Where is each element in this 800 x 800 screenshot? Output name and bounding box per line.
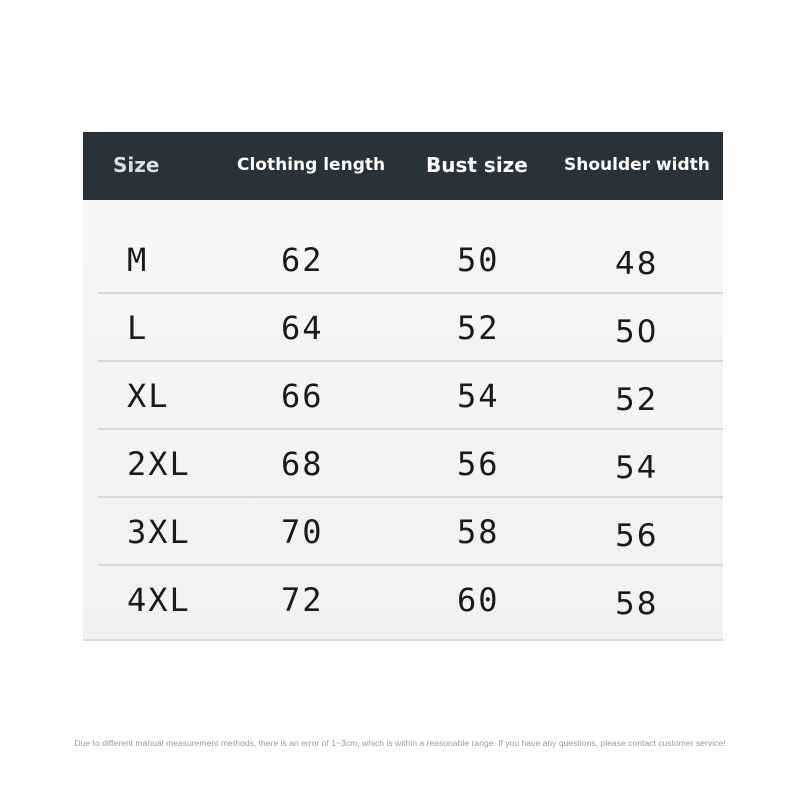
bust-size-cell: 54 xyxy=(457,377,500,415)
clothing-length-cell: 64 xyxy=(281,309,324,347)
table-row xyxy=(83,430,723,498)
size-cell: M xyxy=(127,241,149,279)
table-row xyxy=(83,566,723,634)
table-row xyxy=(83,498,723,566)
size-cell: XL xyxy=(127,377,170,415)
clothing-length-cell: 72 xyxy=(281,581,324,619)
shoulder-width-cell: 52 xyxy=(615,382,659,418)
measurement-note: Due to different manual measurement methods, there is an error of 1~3cm, which is within a reasonable range. If you have any questions, please contact customer service! xyxy=(74,738,726,748)
bust-size-cell: 58 xyxy=(457,513,500,551)
header-size: Size xyxy=(113,153,160,177)
bust-size-cell: 52 xyxy=(457,309,500,347)
clothing-length-cell: 70 xyxy=(281,513,324,551)
table-row xyxy=(83,362,723,430)
size-cell: 4XL xyxy=(127,581,191,619)
table-row xyxy=(83,226,723,294)
shoulder-width-cell: 48 xyxy=(615,246,659,282)
bust-size-cell: 56 xyxy=(457,445,500,483)
shoulder-width-cell: 56 xyxy=(615,518,659,554)
bust-size-cell: 60 xyxy=(457,581,500,619)
shoulder-width-cell: 54 xyxy=(615,450,659,486)
shoulder-width-cell: 58 xyxy=(615,586,659,622)
table-header xyxy=(83,132,723,200)
header-clothing-length: Clothing length xyxy=(237,155,386,175)
size-chart-table xyxy=(83,132,723,641)
size-cell: 3XL xyxy=(127,513,191,551)
bust-size-cell: 50 xyxy=(457,241,500,279)
size-cell: 2XL xyxy=(127,445,191,483)
header-bust-size: Bust size xyxy=(426,153,528,177)
clothing-length-cell: 66 xyxy=(281,377,324,415)
table-row xyxy=(83,294,723,362)
clothing-length-cell: 68 xyxy=(281,445,324,483)
size-cell: L xyxy=(127,309,149,347)
header-shoulder-width: Shoulder width xyxy=(564,155,710,175)
shoulder-width-cell: 50 xyxy=(615,314,659,350)
clothing-length-cell: 62 xyxy=(281,241,324,279)
